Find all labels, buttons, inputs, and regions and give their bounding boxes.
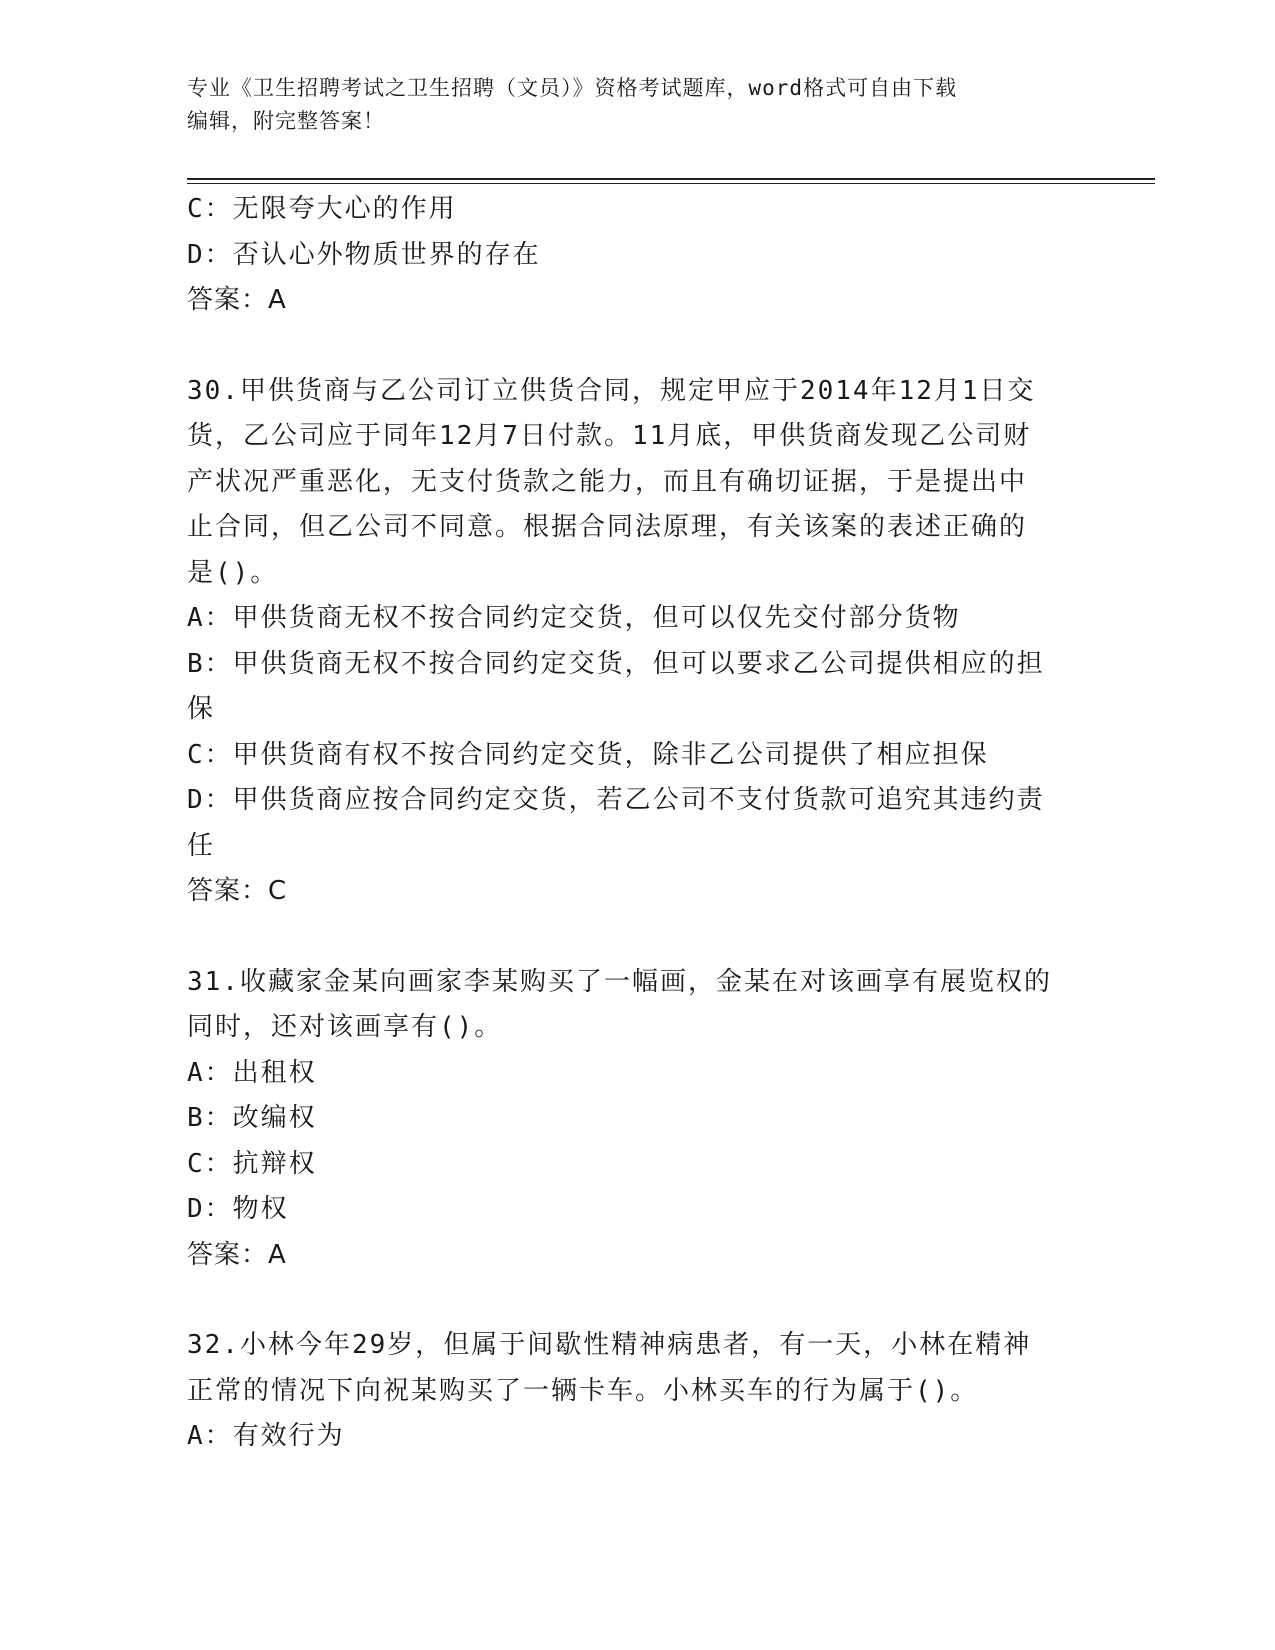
question-30-text: 货，乙公司应于同年12月7日付款。11月底，甲供货商发现乙公司财 xyxy=(187,421,1032,451)
header-line: 编辑，附完整答案！ xyxy=(187,109,385,133)
spacer xyxy=(187,324,1087,369)
answer-line: 答案：A xyxy=(187,1239,287,1270)
header-rule-thick xyxy=(187,178,1155,180)
question-32-text: 正常的情况下向祝某购买了一辆卡车。小林买车的行为属于()。 xyxy=(187,1375,979,1406)
option-d: D：物权 xyxy=(187,1194,289,1224)
question-31-text: 同时，还对该画享有()。 xyxy=(187,1012,503,1042)
question-32-text: 32.小林今年29岁，但属于间歇性精神病患者，有一天，小林在精神 xyxy=(187,1330,1032,1360)
spacer xyxy=(187,915,1087,960)
option-b: B：甲供货商无权不按合同约定交货，但可以要求乙公司提供相应的担 xyxy=(187,648,1045,679)
question-30-text: 30.甲供货商与乙公司订立供货合同，规定甲应于2014年12月1日交 xyxy=(187,375,1036,406)
question-30-text: 产状况严重恶化，无支付货款之能力，而且有确切证据，于是提出中 xyxy=(187,466,1028,497)
answer-line: 答案：C xyxy=(187,876,288,906)
header-rule-thin xyxy=(187,183,1155,184)
option-a: A：甲供货商无权不按合同约定交货，但可以仅先交付部分货物 xyxy=(187,603,961,633)
document-header xyxy=(187,72,1087,138)
question-30-text: 是()。 xyxy=(187,557,279,588)
question-30-text: 止合同，但乙公司不同意。根据合同法原理，有关该案的表述正确的 xyxy=(187,512,1028,542)
option-a: A：出租权 xyxy=(187,1057,317,1088)
option-b-cont: 保 xyxy=(187,694,216,724)
option-c: C：甲供货商有权不按合同约定交货，除非乙公司提供了相应担保 xyxy=(187,739,989,770)
option-b: B：改编权 xyxy=(187,1103,317,1133)
spacer xyxy=(187,1278,1087,1323)
option-d-cont: 任 xyxy=(187,830,216,861)
question-31-text: 31.收藏家金某向画家李某购买了一幅画，金某在对该画享有展览权的 xyxy=(187,966,1052,997)
option-d: D：否认心外物质世界的存在 xyxy=(187,239,541,270)
question-content xyxy=(187,187,1087,1460)
option-d: D：甲供货商应按合同约定交货，若乙公司不支付货款可追究其违约责 xyxy=(187,785,1045,815)
option-c: C：抗辩权 xyxy=(187,1148,317,1179)
answer-line: 答案：A xyxy=(187,285,287,315)
option-c: C：无限夸大心的作用 xyxy=(187,194,457,224)
header-line: 专业《卫生招聘考试之卫生招聘（文员）》资格考试题库，word格式可自由下载 xyxy=(187,76,958,100)
option-a: A：有效行为 xyxy=(187,1421,345,1451)
